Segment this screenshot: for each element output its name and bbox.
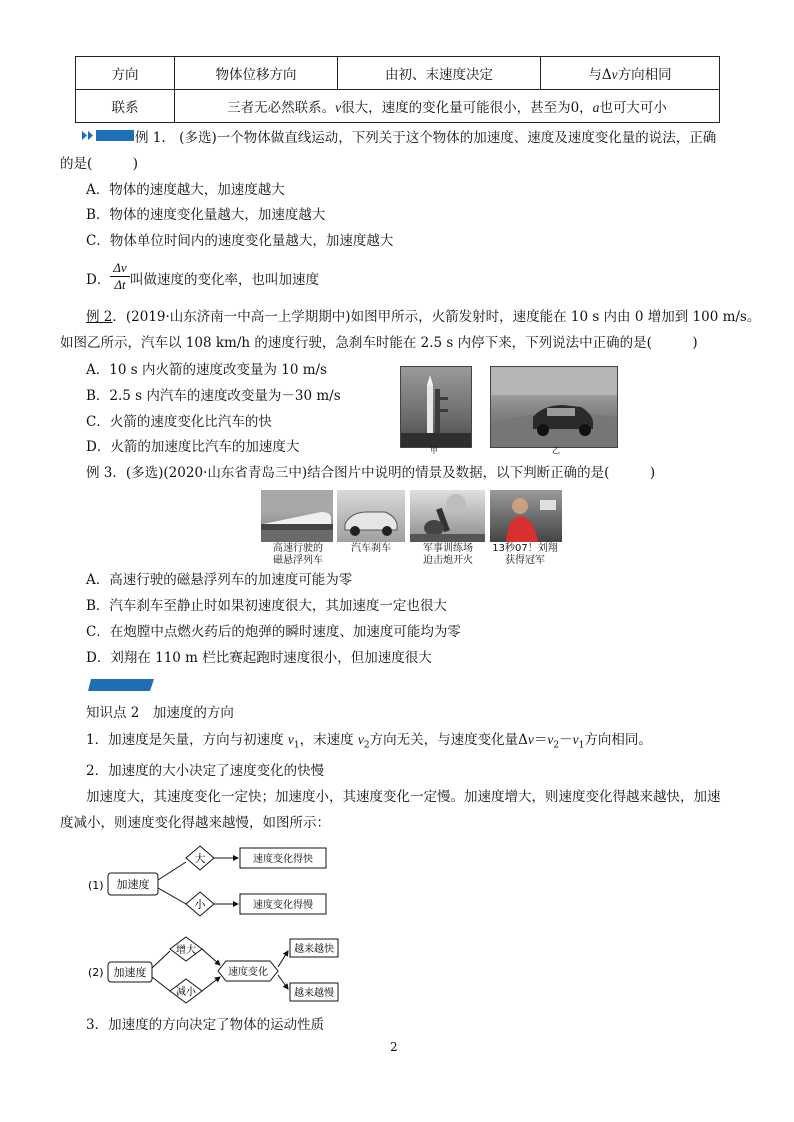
fraction-numerator: Δv bbox=[110, 260, 130, 277]
fraction-denominator: Δt bbox=[114, 277, 126, 292]
option-c: C．物体单位时间内的速度变化量越大，加速度越大 bbox=[86, 233, 394, 249]
text: ，末速度 bbox=[299, 732, 358, 748]
arrow bbox=[278, 975, 288, 989]
photo-caption: 乙 bbox=[552, 446, 560, 455]
text: 很大，速度的变化量可能很小，甚至为0， bbox=[341, 100, 593, 116]
example-2-stem: 如图乙所示，汽车以 108 km/h 的速度行驶，急刹车时能在 2.5 s 内停下来，下列说法中正确的是( ) bbox=[60, 335, 698, 351]
mortar-icon bbox=[410, 490, 485, 542]
text: 方向相同。 bbox=[584, 732, 652, 748]
paragraph: 3．加速度的方向决定了物体的运动性质 bbox=[86, 1017, 325, 1033]
node-text: 越来越慢 bbox=[294, 988, 334, 999]
connector-line bbox=[158, 888, 186, 904]
paragraph: 2．加速度的大小决定了速度变化的快慢 bbox=[86, 763, 325, 779]
table-row bbox=[76, 90, 720, 123]
node-text: 加速度 bbox=[116, 878, 150, 891]
paragraph: 加速度大，其速度变化一定快；加速度小，其速度变化一定慢。加速度增大，则速度变化得越来越快，加速 bbox=[86, 789, 721, 805]
subscript: 2 bbox=[363, 740, 370, 751]
table-cell: 联系 bbox=[76, 90, 175, 123]
rocket-photo bbox=[400, 366, 472, 448]
diagram-acceleration-change bbox=[80, 935, 350, 1005]
diagram-label: (2) bbox=[88, 966, 104, 979]
comparison-table bbox=[75, 56, 720, 123]
text: 三者无必然联系。 bbox=[227, 100, 336, 116]
connector-line bbox=[152, 977, 170, 991]
section-title: 知识点 2 加速度的方向 bbox=[86, 705, 234, 721]
paragraph: 度减小，则速度变化得越来越慢，如图所示： bbox=[60, 815, 330, 831]
fraction bbox=[110, 260, 130, 293]
table-row bbox=[76, 57, 720, 90]
option-d: D．火箭的加速度比汽车的加速度大 bbox=[86, 439, 300, 455]
text: ＝ bbox=[533, 732, 548, 748]
photo-caption: 高速行驶的 磁悬浮列车 bbox=[273, 543, 323, 566]
connector-line bbox=[152, 951, 170, 968]
diagram-label: (1) bbox=[88, 879, 104, 892]
node-text: 增大 bbox=[176, 945, 196, 956]
table-cell: 由初、末速度决定 bbox=[338, 57, 541, 90]
option-a: A．高速行驶的磁悬浮列车的加速度可能为零 bbox=[86, 572, 353, 588]
var-v: v bbox=[527, 732, 534, 747]
node-text: 减小 bbox=[176, 987, 196, 998]
option-d-text: 叫做速度的变化率，也叫加速度 bbox=[130, 272, 319, 288]
option-b: B．物体的速度变化量越大，加速度越大 bbox=[86, 207, 326, 223]
rocket-icon bbox=[401, 367, 471, 447]
arrow bbox=[202, 977, 220, 991]
maglev-photo bbox=[261, 490, 333, 542]
option-b: B．2.5 s 内汽车的速度改变量为－30 m/s bbox=[86, 388, 341, 404]
option-a: A．物体的速度越大，加速度越大 bbox=[86, 182, 285, 198]
table-cell bbox=[541, 57, 720, 90]
option-b: B．汽车刹车至静止时如果初速度很大，其加速度一定也很大 bbox=[86, 598, 447, 614]
example-badge-icon bbox=[82, 130, 134, 141]
option-d bbox=[86, 270, 110, 290]
table-cell bbox=[175, 90, 720, 123]
subscript: 1 bbox=[293, 740, 300, 751]
athlete-icon bbox=[490, 490, 562, 542]
diagram-acceleration-size bbox=[80, 838, 340, 928]
subscript: 1 bbox=[578, 740, 585, 751]
subscript: 2 bbox=[553, 740, 560, 751]
text: 方向无关，与速度变化量Δ bbox=[369, 732, 528, 748]
var-a: a bbox=[592, 100, 600, 115]
photo-caption: 汽车刹车 bbox=[351, 543, 391, 554]
photo-caption: 13秒07！刘翔 获得冠军 bbox=[492, 543, 558, 566]
option-a: A．10 s 内火箭的速度改变量为 10 m/s bbox=[86, 362, 327, 378]
page-number: 2 bbox=[390, 1040, 398, 1054]
table-cell: 方向 bbox=[76, 57, 175, 90]
text: 也可大可小 bbox=[599, 100, 667, 116]
athlete-photo bbox=[490, 490, 562, 542]
example-2-stem bbox=[86, 307, 760, 327]
var-v1: v bbox=[287, 732, 294, 747]
node-text: 越来越快 bbox=[294, 944, 334, 955]
example-label: 例 2 bbox=[86, 309, 113, 325]
car-icon bbox=[491, 367, 617, 447]
car-photo bbox=[490, 366, 618, 448]
mortar-photo bbox=[410, 490, 485, 542]
var-v: v bbox=[335, 100, 342, 115]
option-d: D．刘翔在 110 m 栏比赛起跑时速度很小，但加速度很大 bbox=[86, 650, 432, 666]
node-text: 速度变化 bbox=[228, 967, 268, 978]
node-text: 速度变化得快 bbox=[253, 854, 313, 865]
train-icon bbox=[261, 490, 333, 542]
table-cell: 物体位移方向 bbox=[175, 57, 338, 90]
arrow bbox=[278, 951, 288, 967]
photo-caption: 甲 bbox=[430, 446, 438, 455]
arrow bbox=[202, 949, 220, 965]
section-badge-icon bbox=[88, 679, 154, 691]
option-c: C．在炮膛中点燃火药后的炮弹的瞬时速度、加速度可能均为零 bbox=[86, 624, 461, 640]
option-label: D． bbox=[86, 272, 111, 288]
node-text: 速度变化得慢 bbox=[253, 900, 313, 911]
text: ．(2019·山东济南一中高一上学期期中)如图甲所示，火箭发射时，速度能在 10 s 内由 0 增加到 100 m/s。 bbox=[112, 309, 761, 325]
option-c: C．火箭的速度变化比汽车的快 bbox=[86, 414, 272, 430]
text: － bbox=[559, 732, 573, 748]
text: 1．加速度是矢量，方向与初速度 bbox=[86, 732, 288, 748]
text: 与Δ bbox=[588, 67, 612, 83]
paragraph bbox=[86, 730, 652, 756]
car-icon bbox=[337, 490, 405, 542]
example-3-stem: 例 3．(多选)(2020·山东省青岛三中)结合图片中说明的情景及数据，以下判断正确的是( ) bbox=[86, 465, 656, 481]
connector-line bbox=[158, 862, 186, 880]
example-1-stem: 例 1. (多选)一个物体做直线运动，下列关于这个物体的加速度、速度及速度变化量的说法，正确 bbox=[135, 130, 717, 146]
braking-car-photo bbox=[337, 490, 405, 542]
var-v2: v bbox=[357, 732, 364, 747]
text: 方向相同 bbox=[617, 67, 672, 83]
example-1-stem: 的是( ) bbox=[60, 156, 139, 172]
photo-caption: 军事训练场 迫击炮开火 bbox=[423, 543, 473, 566]
node-text: 大 bbox=[194, 852, 206, 865]
node-text: 小 bbox=[194, 898, 206, 911]
var-v: v bbox=[611, 67, 618, 82]
node-text: 加速度 bbox=[113, 966, 147, 979]
var-v1: v bbox=[572, 732, 579, 747]
var-v2: v bbox=[547, 732, 554, 747]
